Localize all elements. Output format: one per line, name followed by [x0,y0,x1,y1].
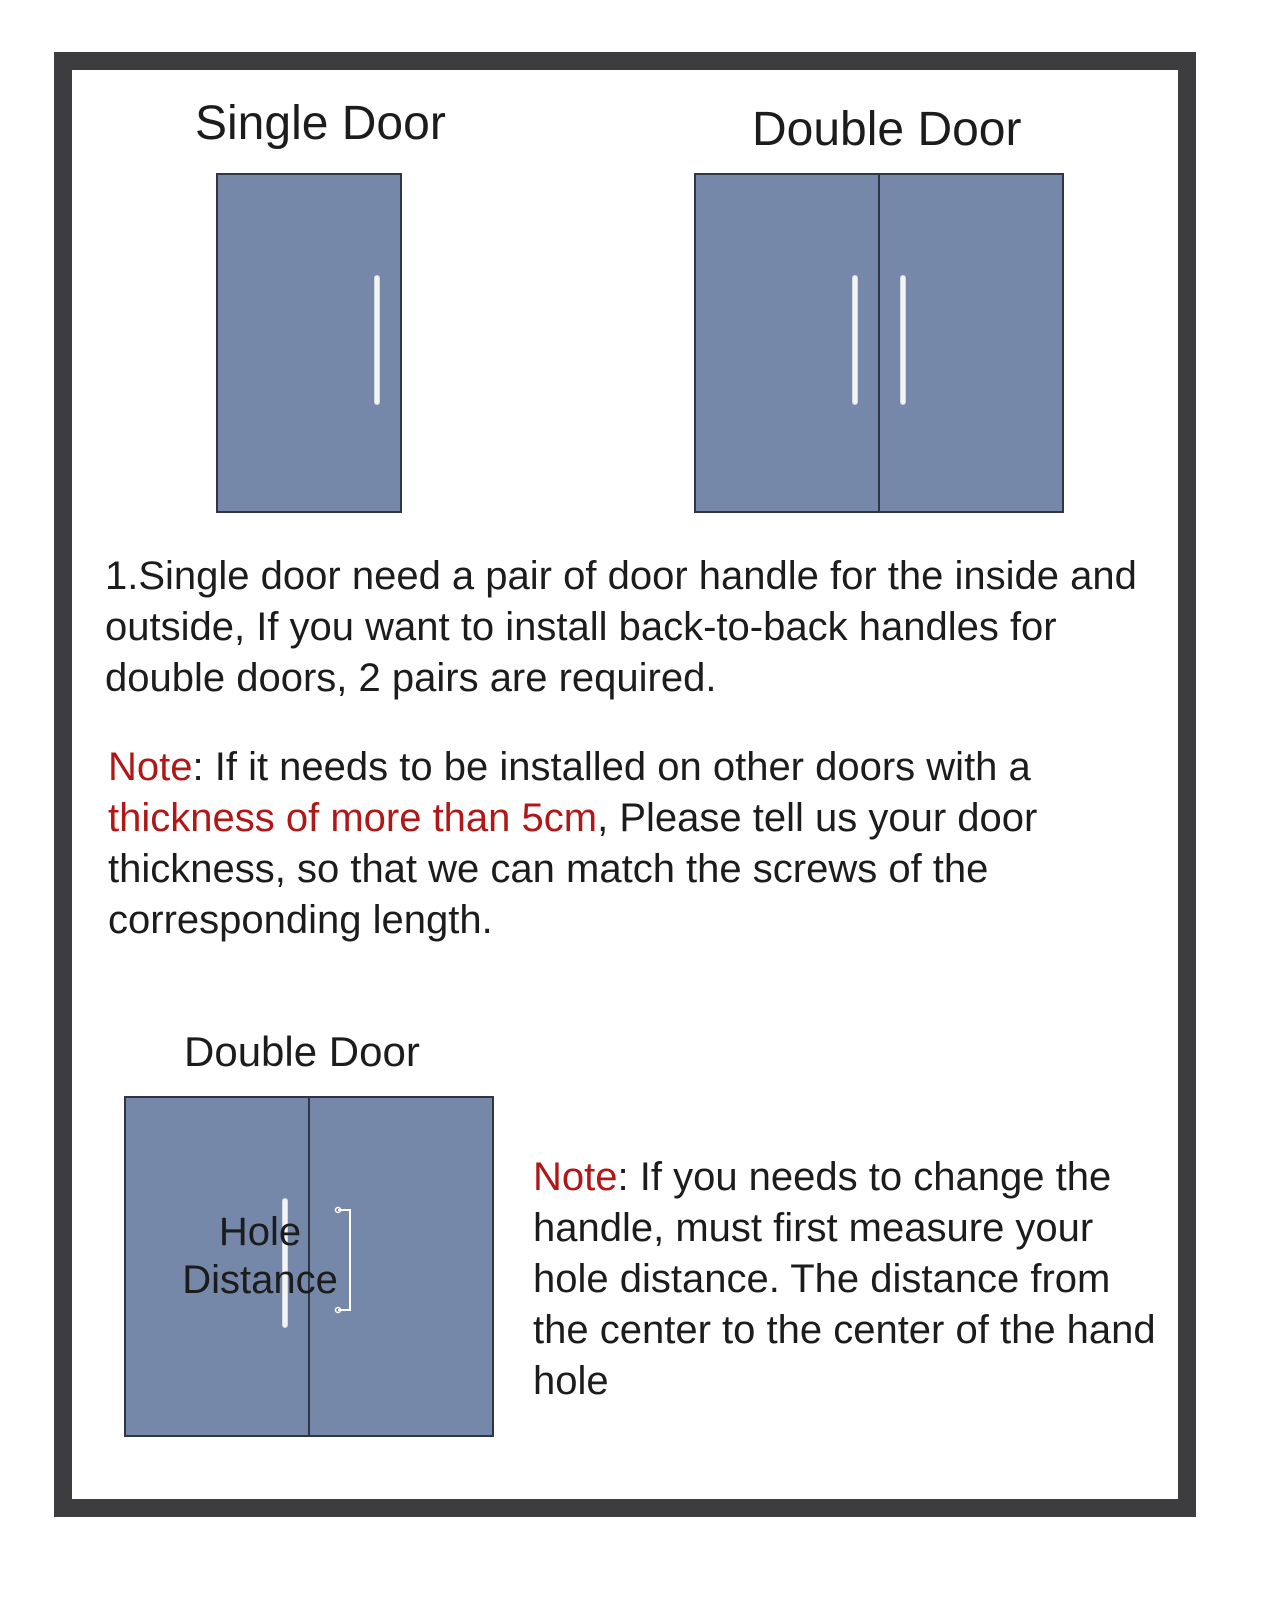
door-split-line [878,175,880,511]
single-door-illustration [216,173,402,513]
note2-label: Note [533,1155,618,1199]
note-highlight: thickness of more than 5cm [108,796,598,840]
single-door-title: Single Door [195,97,446,150]
double-door-title: Double Door [752,103,1022,156]
right-door-handle [900,275,906,405]
thickness-note [108,742,1113,946]
hole-distance-label [160,1208,360,1304]
door-handle [374,275,380,405]
note2-text: : If you needs to change the handle, must first measure your hole distance. The distance from the center to the center of the hand hole [533,1155,1156,1403]
hole-distance-door-illustration [124,1096,494,1437]
hole-label-line2: Distance [182,1258,338,1302]
note-label: Note [108,745,193,789]
instruction-text: 1.Single door need a pair of door handle for the inside and outside, If you want to install back-to-back handles for double doors, 2 pairs are required. [105,554,1137,700]
hole-label-line1: Hole [218,1210,302,1254]
note-text-b: , Please tell us your door thickness, so that we can match the screws of the corresponding length. [108,796,1038,942]
double-door-illustration [694,173,1064,513]
hole-distance-note [533,1152,1158,1407]
bottom-double-door-title: Double Door [184,1028,420,1075]
left-door-handle [852,275,858,405]
note-text-a: : If it needs to be installed on other doors with a [192,745,1031,789]
